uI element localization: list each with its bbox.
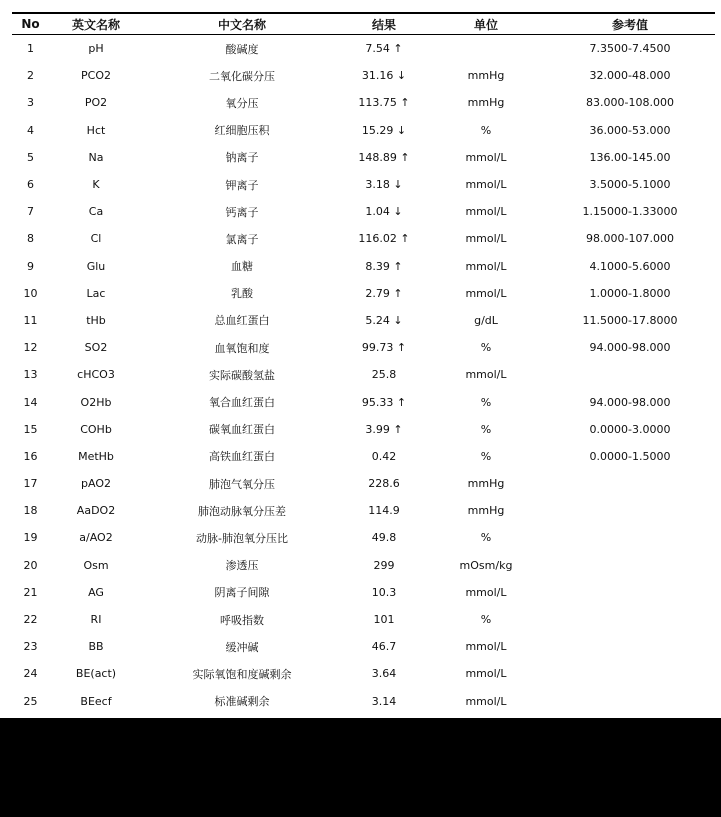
cell-reference [545, 579, 715, 606]
table-body [12, 35, 715, 715]
table-row [12, 307, 715, 334]
cell-reference: 94.000-98.000 [589, 341, 671, 355]
cell-no: 6 [27, 178, 34, 192]
cell-chinese-name: 钾离子 [225, 178, 259, 192]
cell-chinese-name: 乳酸 [231, 287, 253, 301]
cell-unit: mmol/L [465, 694, 507, 708]
cell-result: 0.42 [371, 449, 397, 463]
cell-unit: mmHg [467, 69, 505, 83]
cell-chinese-name: 二氧化碳分压 [209, 69, 275, 83]
table-row [12, 35, 715, 63]
cell-reference [545, 361, 715, 388]
cell-result: 148.89 ↑ [358, 150, 410, 164]
cell-result: 15.29 ↓ [361, 123, 407, 137]
cell-reference: 7.3500-7.4500 [589, 42, 671, 56]
cell-reference: 1.15000-1.33000 [582, 205, 678, 219]
cell-english-name: Hct [86, 123, 106, 137]
cell-result: 3.14 [371, 694, 397, 708]
cell-no: 8 [27, 232, 34, 246]
cell-reference [545, 524, 715, 551]
cell-no: 2 [27, 69, 34, 83]
header-chinese-name: 中文名称 [143, 13, 341, 35]
cell-unit [427, 35, 545, 63]
cell-english-name: MetHb [78, 449, 114, 463]
cell-unit: mmHg [467, 504, 505, 518]
cell-unit: mmol/L [465, 667, 507, 681]
cell-english-name: AaDO2 [76, 504, 116, 518]
table-row [12, 62, 715, 89]
cell-chinese-name: 实际氧饱和度碱剩余 [192, 667, 292, 681]
cell-english-name: Glu [86, 259, 106, 273]
cell-reference [545, 606, 715, 633]
table-row [12, 470, 715, 497]
cell-chinese-name: 高铁血红蛋白 [209, 450, 275, 464]
table-row [12, 117, 715, 144]
table-row [12, 89, 715, 116]
cell-chinese-name: 血氧饱和度 [214, 341, 270, 355]
cell-chinese-name: 肺泡动脉氧分压差 [198, 504, 286, 518]
table-row [12, 334, 715, 361]
cell-reference [545, 552, 715, 579]
table-row [12, 633, 715, 660]
lab-results-table [12, 12, 715, 715]
cell-no: 18 [23, 504, 38, 518]
cell-result: 7.54 ↑ [365, 42, 403, 56]
cell-chinese-name: 氯离子 [225, 232, 259, 246]
cell-reference: 11.5000-17.8000 [582, 313, 678, 327]
cell-no: 1 [27, 42, 34, 56]
cell-chinese-name: 总血红蛋白 [214, 314, 270, 328]
cell-unit: % [480, 422, 492, 436]
cell-english-name: tHb [86, 313, 106, 327]
cell-english-name: cHCO3 [77, 368, 115, 382]
cell-reference: 0.0000-3.0000 [589, 422, 671, 436]
cell-english-name: Ca [88, 205, 104, 219]
cell-result: 8.39 ↑ [365, 259, 403, 273]
header-unit: 单位 [427, 13, 545, 35]
table-row [12, 524, 715, 551]
cell-chinese-name: 实际碳酸氢盐 [209, 368, 275, 382]
cell-reference [545, 688, 715, 715]
cell-reference: 98.000-107.000 [586, 232, 674, 246]
cell-chinese-name: 肺泡气氧分压 [209, 477, 275, 491]
cell-english-name: O2Hb [80, 395, 112, 409]
cell-english-name: BE(act) [75, 667, 117, 681]
cell-no: 14 [23, 395, 38, 409]
cell-unit: % [480, 123, 492, 137]
cell-no: 21 [23, 585, 38, 599]
cell-result: 25.8 [371, 368, 397, 382]
cell-english-name: pAO2 [81, 477, 111, 491]
cell-reference: 4.1000-5.6000 [589, 259, 671, 273]
header-reference: 参考值 [545, 13, 715, 35]
cell-no: 13 [23, 368, 38, 382]
cell-english-name: pH [88, 42, 104, 56]
cell-result: 116.02 ↑ [358, 232, 410, 246]
cell-english-name: BB [88, 640, 104, 654]
table-row [12, 144, 715, 171]
cell-chinese-name: 红细胞压积 [214, 124, 270, 138]
cell-reference: 136.00-145.00 [589, 150, 671, 164]
cell-chinese-name: 氧分压 [225, 96, 259, 110]
table-row [12, 171, 715, 198]
table-row [12, 198, 715, 225]
cell-result: 49.8 [371, 531, 397, 545]
table-row [12, 225, 715, 252]
cell-result: 228.6 [368, 477, 400, 491]
cell-unit: % [480, 613, 492, 627]
cell-unit: mmol/L [465, 286, 507, 300]
cell-english-name: AG [88, 585, 104, 599]
cell-chinese-name: 标准碱剩余 [214, 695, 270, 709]
cell-english-name: Na [88, 150, 104, 164]
cell-chinese-name: 氧合血红蛋白 [209, 396, 275, 410]
table-header-row [12, 13, 715, 35]
table-row [12, 253, 715, 280]
cell-unit: % [480, 341, 492, 355]
cell-unit: mmHg [467, 96, 505, 110]
cell-chinese-name: 碳氧血红蛋白 [209, 423, 275, 437]
cell-chinese-name: 酸碱度 [225, 42, 259, 56]
table-row [12, 552, 715, 579]
cell-result: 46.7 [371, 640, 397, 654]
table-row [12, 497, 715, 524]
cell-result: 10.3 [371, 585, 397, 599]
cell-no: 10 [23, 286, 38, 300]
cell-reference: 83.000-108.000 [586, 96, 674, 110]
cell-unit: % [480, 531, 492, 545]
cell-unit: mmol/L [465, 368, 507, 382]
cell-english-name: Lac [86, 286, 106, 300]
cell-no: 17 [23, 477, 38, 491]
cell-no: 12 [23, 341, 38, 355]
cell-unit: mmHg [467, 477, 505, 491]
cell-unit: % [480, 449, 492, 463]
header-no: No [12, 13, 49, 35]
cell-chinese-name: 钙离子 [225, 205, 259, 219]
cell-unit: mmol/L [465, 585, 507, 599]
cell-no: 4 [27, 123, 34, 137]
cell-reference [545, 633, 715, 660]
cell-english-name: COHb [80, 422, 112, 436]
cell-no: 20 [23, 558, 38, 572]
cell-reference [545, 497, 715, 524]
cell-unit: mmol/L [465, 259, 507, 273]
cell-no: 25 [23, 694, 38, 708]
cell-english-name: a/AO2 [79, 531, 113, 545]
cell-no: 7 [27, 205, 34, 219]
cell-chinese-name: 钠离子 [225, 151, 259, 165]
cell-chinese-name: 缓冲碱 [225, 640, 259, 654]
cell-reference [545, 470, 715, 497]
cell-no: 19 [23, 531, 38, 545]
cell-english-name: PCO2 [81, 69, 111, 83]
cell-result: 1.04 ↓ [365, 205, 403, 219]
table-row [12, 660, 715, 687]
cell-chinese-name: 渗透压 [225, 559, 259, 573]
header-english-name: 英文名称 [49, 13, 143, 35]
table-row [12, 280, 715, 307]
cell-chinese-name: 阴离子间隙 [214, 586, 270, 600]
cell-chinese-name: 动脉-肺泡氧分压比 [196, 531, 288, 545]
cell-unit: g/dL [474, 313, 498, 327]
cell-reference: 36.000-53.000 [589, 123, 671, 137]
cell-unit: mmol/L [465, 150, 507, 164]
cell-reference: 1.0000-1.8000 [589, 286, 671, 300]
cell-no: 5 [27, 150, 34, 164]
cell-result: 5.24 ↓ [365, 313, 403, 327]
cell-unit: mOsm/kg [459, 558, 513, 572]
table-row [12, 606, 715, 633]
cell-no: 16 [23, 449, 38, 463]
cell-result: 3.64 [371, 667, 397, 681]
cell-result: 3.18 ↓ [365, 178, 403, 192]
cell-no: 24 [23, 667, 38, 681]
cell-result: 113.75 ↑ [358, 96, 410, 110]
cell-result: 99.73 ↑ [361, 341, 407, 355]
cell-english-name: PO2 [84, 96, 108, 110]
cell-english-name: Cl [90, 232, 102, 246]
cell-result: 299 [373, 558, 395, 572]
cell-english-name: K [92, 178, 100, 192]
header-result: 结果 [341, 13, 427, 35]
cell-result: 2.79 ↑ [365, 286, 403, 300]
cell-reference: 94.000-98.000 [589, 395, 671, 409]
cell-no: 9 [27, 259, 34, 273]
cell-chinese-name: 呼吸指数 [220, 613, 264, 627]
cell-english-name: BEecf [80, 694, 112, 708]
cell-result: 3.99 ↑ [365, 422, 403, 436]
cell-no: 15 [23, 422, 38, 436]
cell-reference [545, 660, 715, 687]
table-row [12, 388, 715, 415]
cell-unit: mmol/L [465, 232, 507, 246]
cell-result: 101 [373, 613, 395, 627]
cell-unit: mmol/L [465, 178, 507, 192]
cell-reference: 0.0000-1.5000 [589, 449, 671, 463]
cell-reference: 32.000-48.000 [589, 69, 671, 83]
cell-no: 22 [23, 613, 38, 627]
cell-english-name: Osm [83, 558, 109, 572]
cell-unit: mmol/L [465, 640, 507, 654]
table-row [12, 361, 715, 388]
cell-english-name: RI [90, 613, 102, 627]
cell-reference: 3.5000-5.1000 [589, 178, 671, 192]
cell-chinese-name: 血糖 [231, 260, 253, 274]
table-row [12, 416, 715, 443]
table-row [12, 443, 715, 470]
cell-result: 95.33 ↑ [361, 395, 407, 409]
cell-no: 11 [23, 313, 38, 327]
cell-result: 114.9 [368, 504, 400, 518]
table-row [12, 579, 715, 606]
cell-unit: % [480, 395, 492, 409]
table-row [12, 688, 715, 715]
cell-result: 31.16 ↓ [361, 69, 407, 83]
cell-no: 3 [27, 96, 34, 110]
cell-unit: mmol/L [465, 205, 507, 219]
cell-english-name: SO2 [84, 341, 108, 355]
cell-no: 23 [23, 640, 38, 654]
